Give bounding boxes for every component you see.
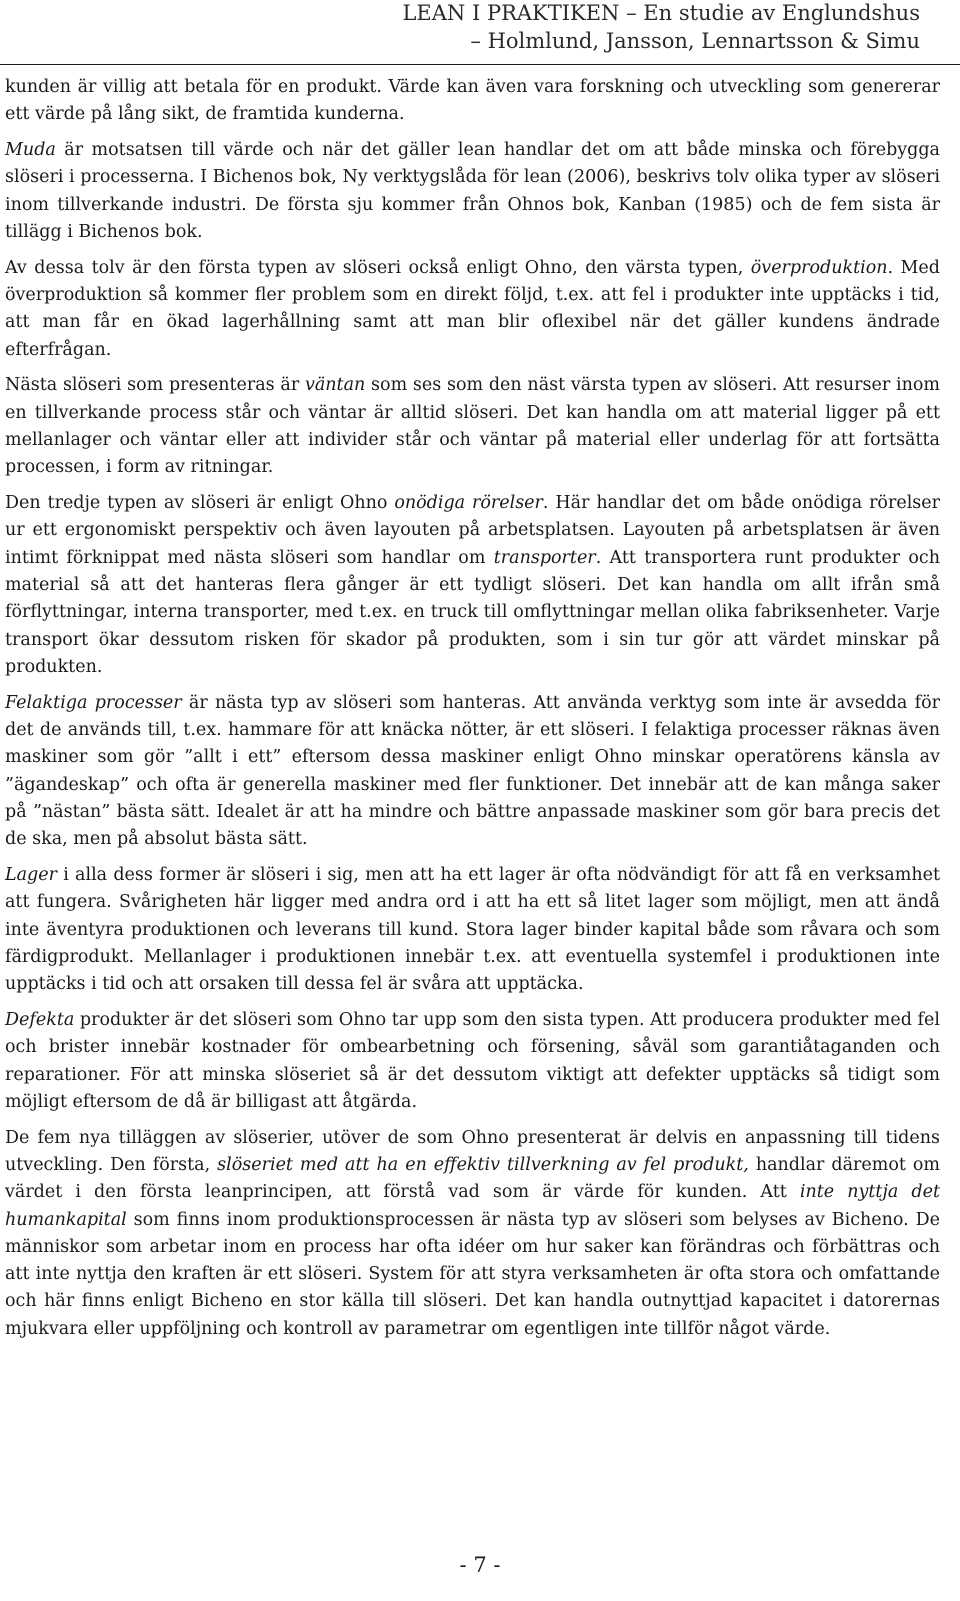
term-onodiga-rorelser: onödiga rörelser bbox=[394, 493, 543, 514]
paragraph: Den tredje typen av slöseri är enligt Ohno onödiga rörelser. Här handlar det om både onödiga rörelser ur ett ergonomiskt perspektiv och även layouten på arbetsplatsen. Layouten på arbetsplatsen är även intimt förknippat med nästa slöseri som handlar om transporter. Att transportera runt produkter och material så att det hanteras flera gånger är ett tydligt slöseri. Det kan handla om allt ifrån små förflyttningar, interna transporter, med t.ex. en truck till omflyttningar mellan olika fabriksenheter. Varje transport ökar dessutom risken för skador på produkten, som i sin tur gör att värdet minskar på produkten. bbox=[5, 493, 940, 677]
page-number: - 7 - bbox=[459, 1553, 501, 1577]
header-title: LEAN I PRAKTIKEN – En studie av Englundshus bbox=[402, 1, 920, 25]
paragraph: kunden är villig att betala för en produkt. Värde kan även vara forskning och utveckling som genererar ett värde på lång sikt, de framtida kunderna. bbox=[5, 77, 940, 125]
paragraph: Av dessa tolv är den första typen av slöseri också enligt Ohno, den värsta typen, överproduktion. Med överproduktion så kommer fler problem som en direkt följd, t.ex. att fel i produkter inte upptäcks i tid, att man får en ökad lagerhållning samt att man blir oflexibel när det gäller kundens ändrade efterfrågan. bbox=[5, 257, 940, 360]
term-fel-produkt: slöseriet med att ha en effektiv tillverkning av fel produkt, bbox=[217, 1154, 749, 1175]
term-overproduktion: överproduktion bbox=[750, 257, 888, 278]
paragraph: Lager i alla dess former är slöseri i sig, men att ha ett lager är ofta nödvändigt för att få en verksamhet att fungera. Svårigheten här ligger med andra ord i att ha ett så litet lager som möjligt, men att ändå inte äventyra produktionen och leverans till kund. Stora lager binder kapital både som råvara och som färdigprodukt. Mellanlager i produktionen innebär t.ex. att eventuella systemfel i produktionen inte upptäcks i tid och att orsaken till dessa fel är svåra att upptäcka. bbox=[5, 865, 940, 995]
term-vantan: väntan bbox=[304, 375, 366, 396]
running-header bbox=[0, 0, 960, 62]
paragraph: Felaktiga processer är nästa typ av slöseri som hanteras. Att använda verktyg som inte är avsedda för det de används till, t.ex. hammare för att knäcka nötter, är ett slöseri. I felaktiga processer räknas även maskiner som gör ”allt i ett” eftersom dessa maskiner enligt Ohno minskar operatörens känsla av ”ägandeskap” och ofta är generella maskiner med fler funktioner. Det innebär att de kan många saker på ”nästan” bästa sätt. Idealet är att ha mindre och bättre anpassade maskiner som gör bara precis det de ska, men på absolut bästa sätt. bbox=[5, 692, 940, 850]
paragraph: Nästa slöseri som presenteras är väntan som ses som den näst värsta typen av slöseri. Att resurser inom en tillverkande process står och väntar är alltid slöseri. Det kan handla om att material ligger på ett mellanlager och väntar eller att individer står och väntar på material eller underlag för att fortsätta processen, i form av ritningar. bbox=[5, 375, 940, 478]
paragraph: Defekta produkter är det slöseri som Ohno tar upp som den sista typen. Att producera produkter med fel och brister innebär kostnader för ombearbetning och försening, såväl som garantiåtaganden och reparationer. För att minska slöseriet så är det dessutom viktigt att defekter upptäcks så tidigt som möjligt eftersom de då är billigast att åtgärda. bbox=[5, 1010, 940, 1112]
term-transporter: transporter bbox=[493, 547, 596, 568]
term-muda: Muda bbox=[5, 140, 56, 161]
term-felaktiga-processer: Felaktiga processer bbox=[5, 692, 182, 713]
header-authors: – Holmlund, Jansson, Lennartsson & Simu bbox=[470, 29, 920, 53]
term-humankapital: inte nyttja det humankapital bbox=[5, 1182, 940, 1230]
term-lager: Lager bbox=[5, 865, 57, 886]
header-rule bbox=[0, 64, 960, 65]
paragraph: De fem nya tilläggen av slöserier, utöver de som Ohno presenterat är delvis en anpassning till tidens utveckling. Den första, slöseriet med att ha en effektiv tillverkning av fel produkt, handlar däremot om värdet i den första leanprincipen, att förstå vad som är värde för kunden. Att inte nyttja det humankapital som finns inom produktionsprocessen är nästa typ av slöseri som belyses av Bicheno. De människor som arbetar inom en process har ofta idéer om hur saker kan förändras och förbättras och att inte nyttja den kraften är ett slöseri. System för att styra verksamheten är ofta stora och omfattande och här finns enligt Bicheno en stor källa till slöseri. Det kan handla outnyttjad kapacitet i datorernas mjukvara eller uppföljning och kontroll av parametrar om egentligen inte tillför något värde. bbox=[5, 1127, 940, 1339]
paragraph: Muda är motsatsen till värde och när det gäller lean handlar det om att både minska och förebygga slöseri i processerna. I Bichenos bok, Ny verktygslåda för lean (2006), beskrivs tolv olika typer av slöseri inom tillverkande industri. De första sju kommer från Ohnos bok, Kanban (1985) och de fem sista är tillägg i Bichenos bok. bbox=[5, 140, 940, 242]
term-defekta: Defekta bbox=[5, 1010, 75, 1030]
body-text bbox=[5, 74, 940, 1352]
